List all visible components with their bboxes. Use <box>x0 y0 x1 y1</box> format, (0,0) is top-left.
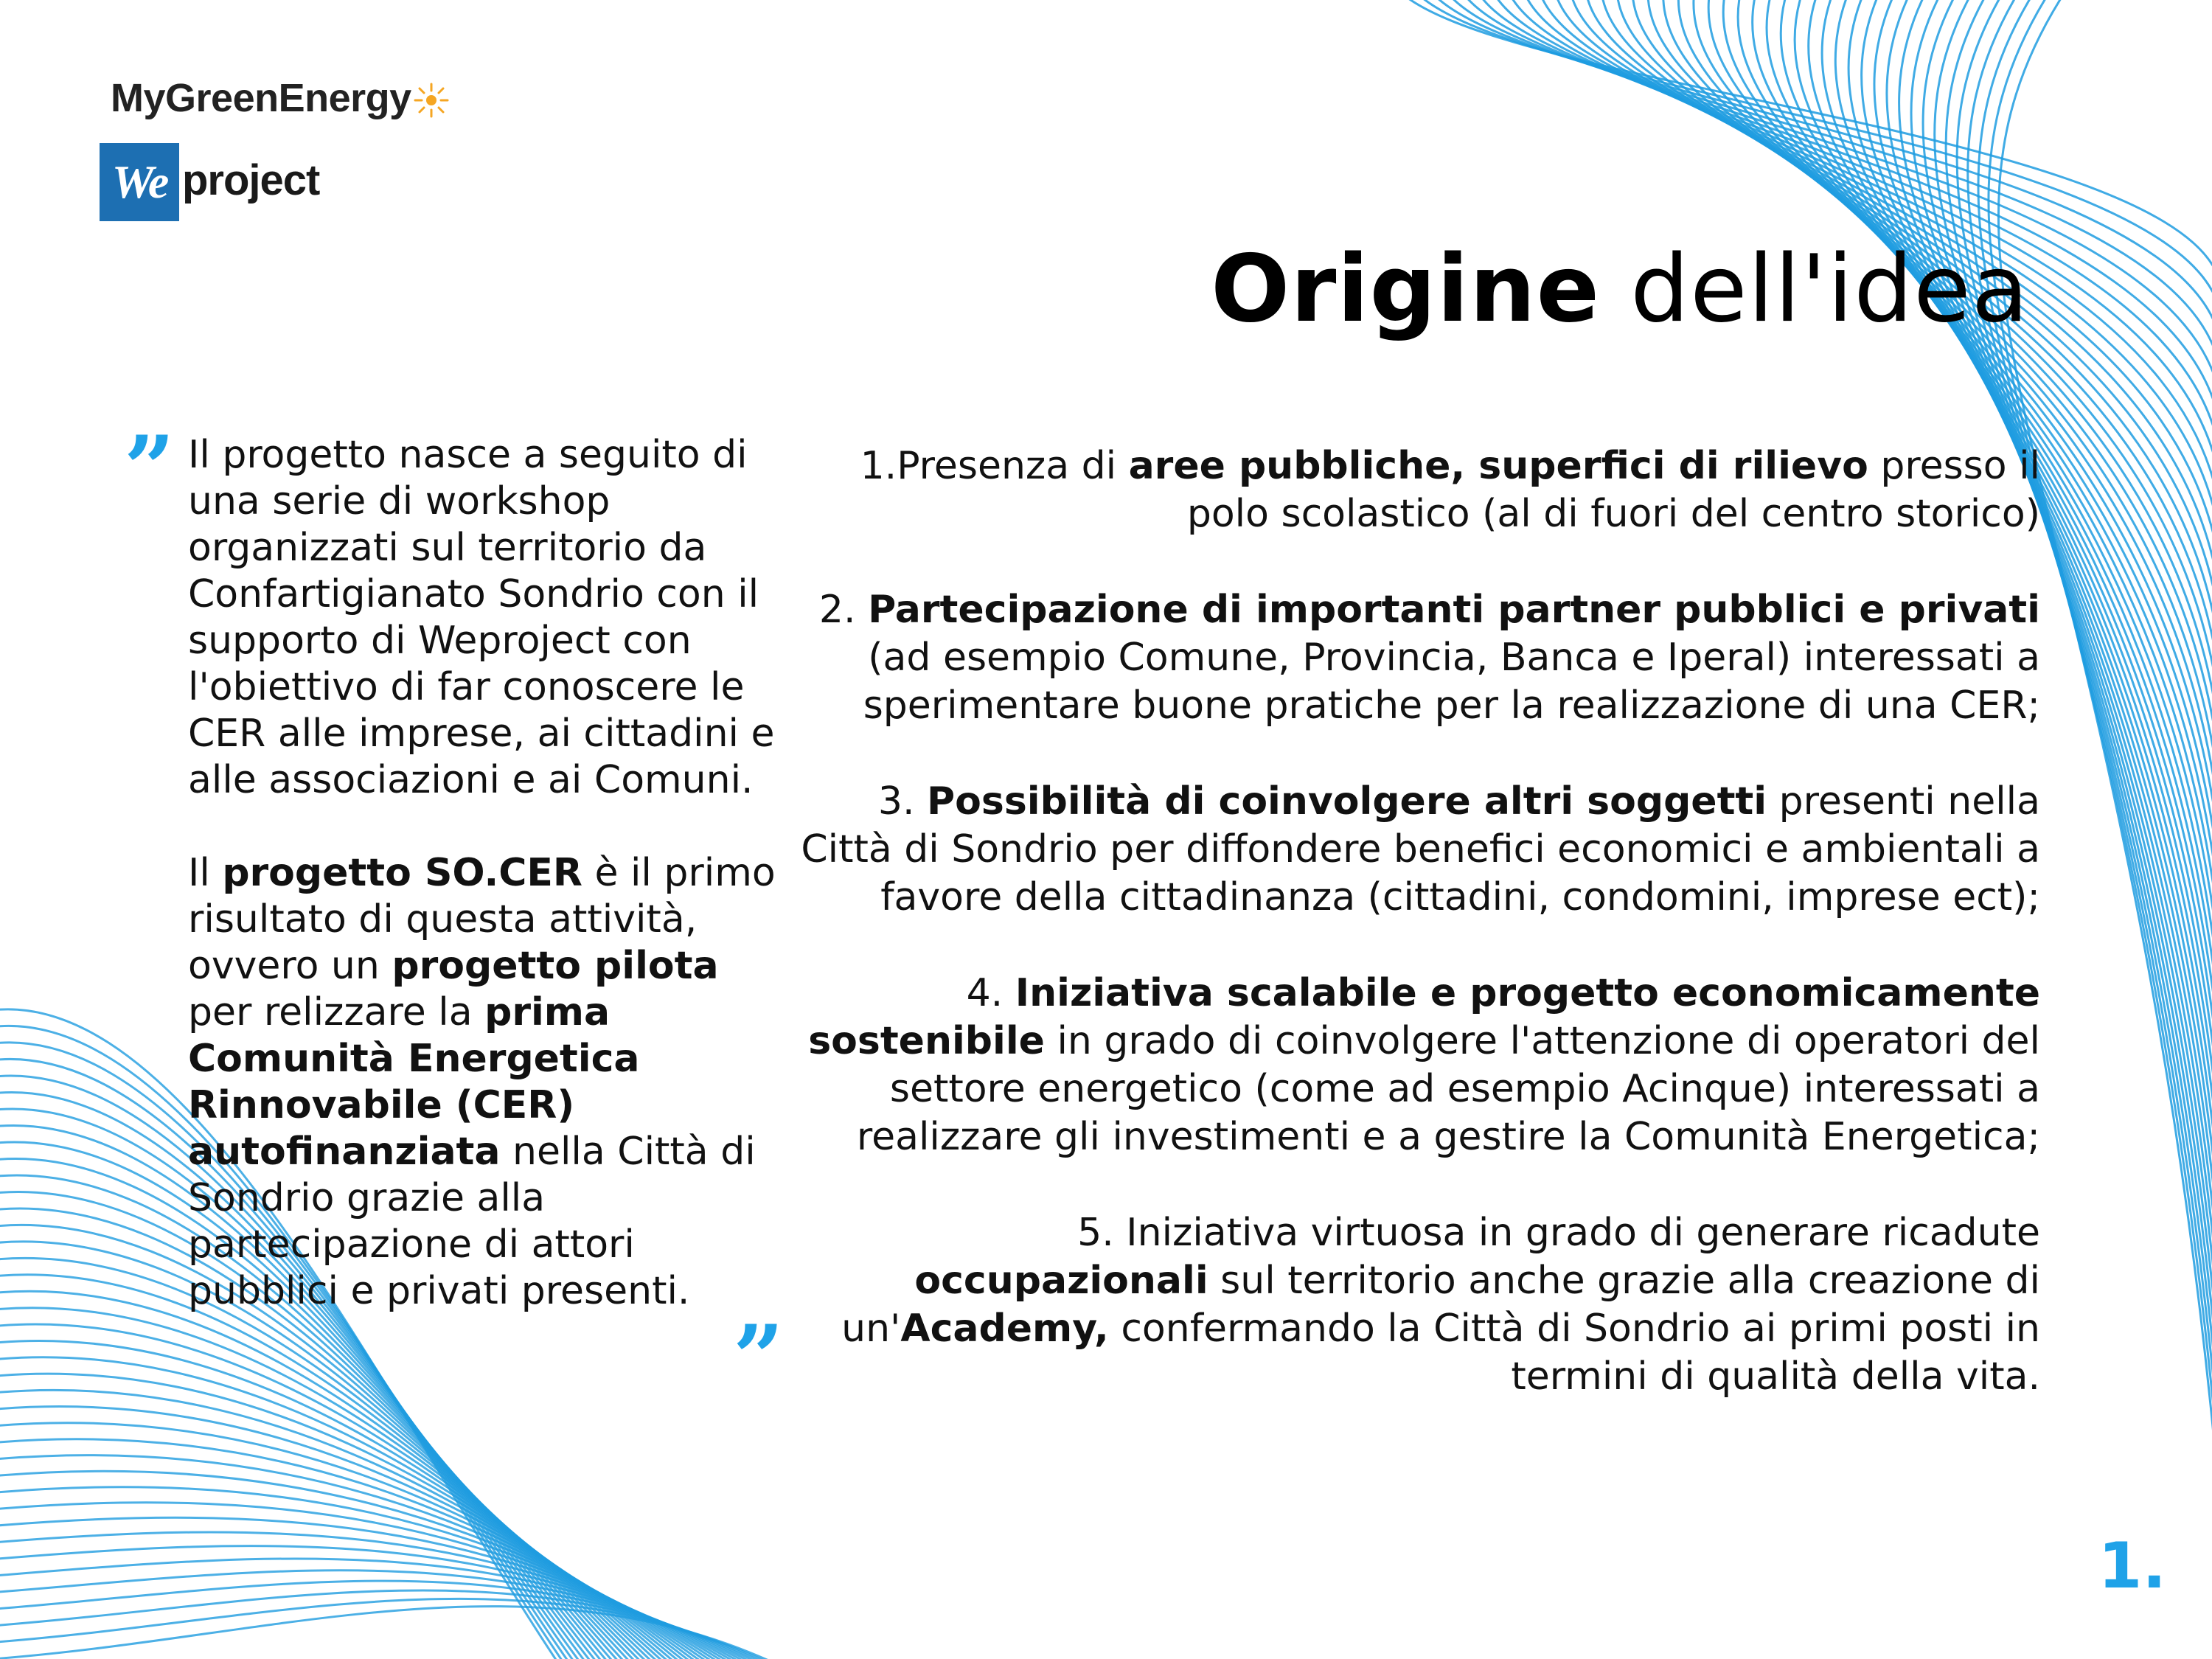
mygreenenergy-logo-text: MyGreenEnergy <box>111 76 411 120</box>
open-quote-icon: ” <box>124 417 175 521</box>
point-4: 4. Iniziativa scalabile e progetto economicamente sostenibile in grado di coinvolgere l'attenzione di operatori del settore energetico (come ad esempio Acinque) interessati a realizzare gli investimenti e a gestire la Comunità Energetica; <box>808 971 2040 1159</box>
page-title-rest: dell'idea <box>1600 234 2029 343</box>
weproject-logo <box>100 142 319 223</box>
sun-icon <box>413 82 450 119</box>
mygreenenergy-logo <box>111 65 450 131</box>
quote-paragraph-2: Il progetto SO.CER è il primo risultato di questa attività, ovvero un progetto pilota per relizzare la prima Comunità Energetica Rinnovabile (CER) autofinanziata nella Città di Sondrio grazie alla partecipazione di attori pubblici e privati presenti. <box>188 851 776 1313</box>
points-list <box>787 442 2040 1449</box>
point-1: 1.Presenza di aree pubbliche, superfici di rilievo presso il polo scolastico (al di fuori del centro storico) <box>860 444 2040 536</box>
page-title <box>1211 234 2029 343</box>
point-3: 3. Possibilità di coinvolgere altri soggetti presenti nella Città di Sondrio per diffondere benefici economici e ambientali a favore della cittadinanza (cittadini, condomini, imprese ect); <box>801 779 2040 919</box>
close-quote-icon: ” <box>733 1306 785 1410</box>
page-title-bold: Origine <box>1211 234 1601 343</box>
page-number: 1. <box>2098 1529 2166 1603</box>
point-2: 2. Partecipazione di importanti partner pubblici e privati (ad esempio Comune, Provincia, Banca e Iperal) interessati a sperimentare buone pratiche per la realizzazione di una CER; <box>818 588 2040 728</box>
quote-paragraph-1: Il progetto nasce a seguito di una serie di workshop organizzati sul territorio da Confartigianato Sondrio con il supporto di Weproject con l'obiettivo di far conoscere le CER alle imprese, ai cittadini e alle associazioni e ai Comuni. <box>188 433 775 802</box>
weproject-logo-mark: We <box>100 143 179 221</box>
point-5: 5. Iniziativa virtuosa in grado di generare ricadute occupazionali sul territorio anche grazie alla creazione di un'Academy, confermando la Città di Sondrio ai primi posti in termini di qualità della vita. <box>841 1211 2040 1399</box>
weproject-logo-word: project <box>182 156 320 204</box>
quote-block <box>188 432 778 1315</box>
